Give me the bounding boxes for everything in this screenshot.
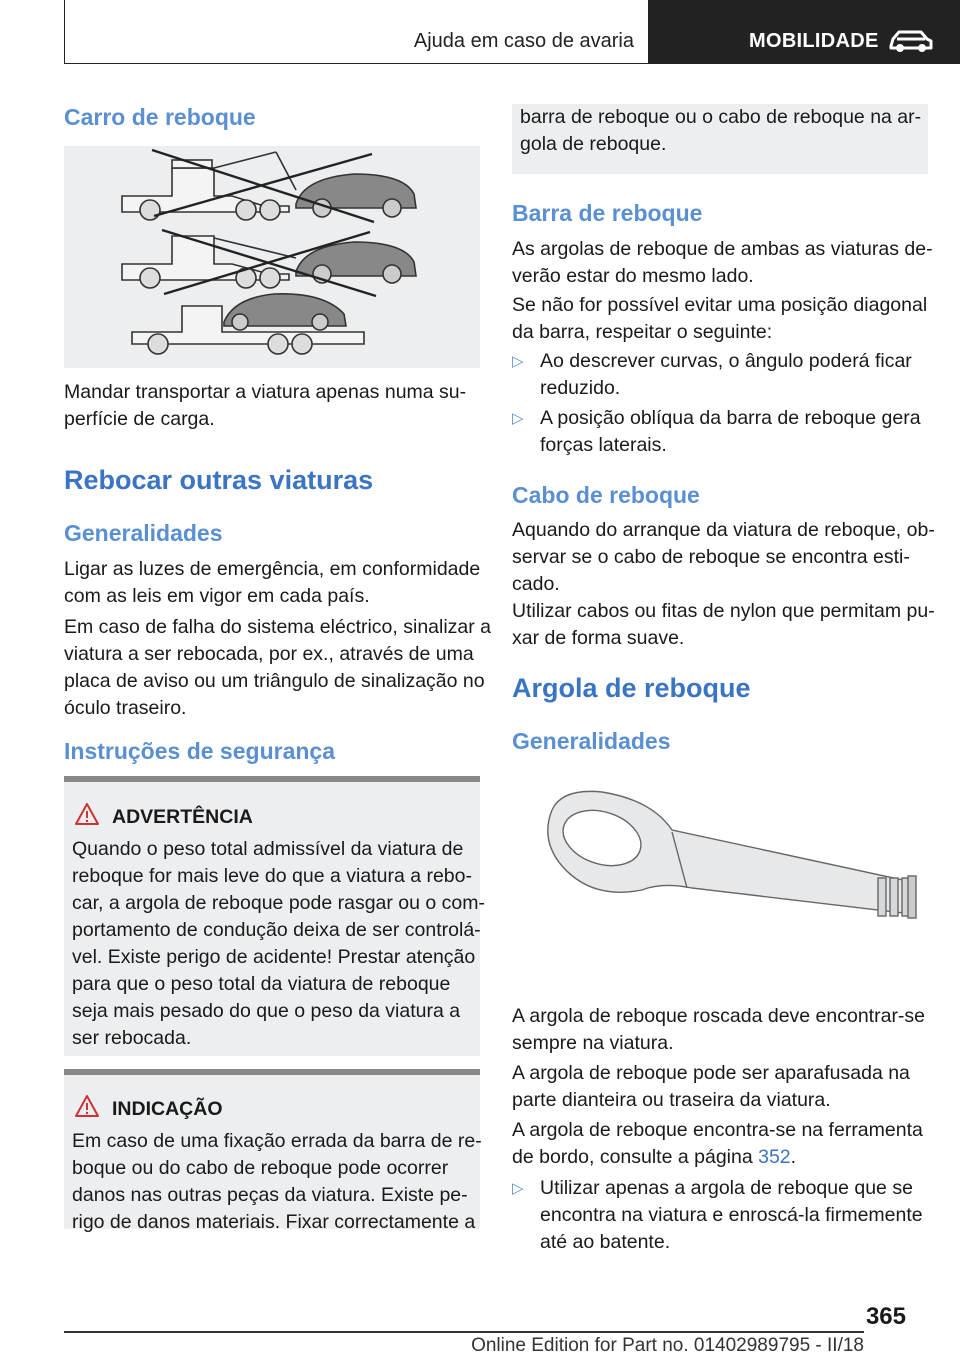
tow-eye-heading: Argola de reboque	[512, 673, 751, 703]
tow-truck-caption: Mandar transportar a viatura apenas numa su- perfície de carga.	[64, 381, 467, 430]
notice-text-continued: barra de reboque ou o cabo de reboque na ar- gola de reboque.	[520, 106, 922, 155]
header-section-title: Ajuda em caso de avaria	[413, 30, 634, 52]
tow-eye-paragraph-3-text: A argola de reboque encontra-se na ferramenta de bordo, consulte a página	[512, 1119, 923, 1168]
general-paragraph-2: Em caso de falha do sistema eléctrico, sinalizar a viatura a ser rebocada, por ex., através de uma placa de aviso ou um triângulo de sinalização no óculo traseiro.	[64, 616, 492, 719]
tow-bar-paragraph-2: Se não for possível evitar uma posição diagonal da barra, respeitar o seguinte:	[512, 294, 928, 343]
warning-text: Quando o peso total admissível da viatura de reboque for mais leve do que a viatura a rebo- car, a argola de reboque pode rasgar ou o com- portamento de condução deixa de ser controlá- vel. Existe perigo de acidente! Prestar atenção para que o peso total da viatura de reboque seja mais pesado do que o peso da viatura a ser rebocada.	[72, 838, 486, 1049]
tow-eye-paragraph-2: A argola de reboque pode ser aparafusada na parte dianteira ou traseira da viatura.	[512, 1062, 910, 1111]
tow-eye-paragraph-1: A argola de reboque roscada deve encontrar-se sempre na viatura.	[512, 1005, 926, 1054]
general-paragraph-1: Ligar as luzes de emergência, em conformidade com as leis em vigor em cada país.	[64, 558, 481, 607]
notice-title: INDICAÇÃO	[112, 1098, 223, 1120]
bullet-triangle-icon: ▷	[512, 410, 524, 427]
safety-heading: Instruções de segurança	[64, 738, 335, 764]
bullet-text: A posição oblíqua da barra de reboque gera forças laterais.	[540, 407, 921, 456]
bullet-triangle-icon: ▷	[512, 1180, 524, 1197]
tow-eye-illustration	[512, 770, 928, 992]
bullet-text: Utilizar apenas a argola de reboque que se encontra na viatura e enroscá-la firmemente até ao batente.	[540, 1177, 923, 1253]
header-chapter-box	[649, 0, 960, 64]
notice-triangle-icon	[74, 1094, 100, 1118]
tow-bar-heading: Barra de reboque	[512, 200, 703, 226]
bullet-triangle-icon: ▷	[512, 353, 524, 370]
tow-truck-heading: Carro de reboque	[64, 104, 256, 130]
header-section-box	[64, 0, 649, 64]
warning-title: ADVERTÊNCIA	[112, 806, 253, 828]
tow-cable-paragraph-1: Aquando do arranque da viatura de reboque, ob- servar se o cabo de reboque se encontra esti- cado.	[512, 519, 935, 595]
towing-heading: Rebocar outras viaturas	[64, 465, 374, 495]
tow-eye-drawing	[512, 770, 928, 992]
tow-cable-paragraph-2: Utilizar cabos ou fitas de nylon que permitam pu- xar de forma suave.	[512, 600, 935, 649]
general-heading: Generalidades	[64, 520, 223, 546]
tow-eye-general-heading: Generalidades	[512, 728, 671, 754]
tow-bar-paragraph-1: As argolas de reboque de ambas as viaturas de- verão estar do mesmo lado.	[512, 238, 933, 287]
tow-eye-paragraph-3-end: .	[790, 1146, 797, 1168]
tow-truck-drawing	[64, 146, 480, 368]
footer-rule	[64, 1331, 864, 1333]
car-icon	[887, 28, 935, 54]
footer-edition: Online Edition for Part no. 01402989795 - II/18	[471, 1335, 864, 1356]
header-chapter-title: MOBILIDADE	[749, 30, 879, 52]
tow-bar-bullet-2	[512, 405, 928, 461]
page-352-link[interactable]: 352	[758, 1146, 791, 1168]
notice-text: Em caso de uma fixação errada da barra de re- boque ou do cabo de reboque pode ocorrer danos nas outras peças da viatura. Existe pe- rigo de danos materiais. Fixar correctamente a	[72, 1130, 482, 1233]
bullet-text: Ao descrever curvas, o ângulo poderá ficar reduzido.	[540, 350, 912, 399]
tow-eye-paragraph-3	[512, 1117, 923, 1171]
tow-bar-bullet-1	[512, 348, 928, 404]
tow-eye-bullet	[512, 1175, 928, 1257]
page-number: 365	[865, 1303, 906, 1330]
tow-cable-heading: Cabo de reboque	[512, 482, 700, 508]
warning-triangle-icon	[74, 802, 100, 826]
tow-truck-illustration	[64, 146, 480, 368]
